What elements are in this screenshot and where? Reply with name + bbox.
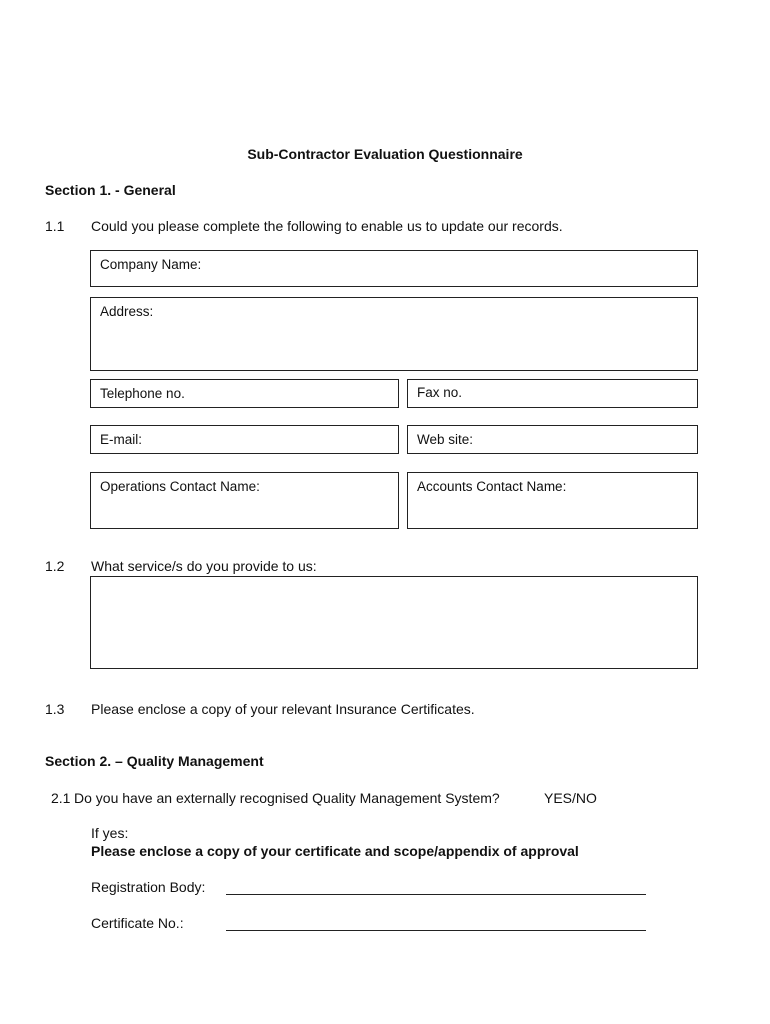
website-label: Web site: [417,432,474,447]
address-label: Address: [100,304,154,319]
if-yes-label: If yes: [91,825,129,841]
address-field[interactable] [90,297,698,371]
email-field[interactable] [90,425,399,454]
question-1-1-number: 1.1 [45,218,65,234]
company-name-field[interactable] [90,250,698,287]
email-label: E-mail: [100,432,143,447]
fax-field[interactable] [407,379,698,408]
registration-body-line[interactable] [226,894,646,895]
question-1-2-number: 1.2 [45,558,65,574]
operations-contact-label: Operations Contact Name: [100,479,260,494]
question-1-1-text: Could you please complete the following to enable us to update our records. [91,218,563,234]
accounts-contact-field[interactable] [407,472,698,529]
question-2-1-text: Do you have an externally recognised Quality Management System? [74,790,500,806]
question-1-3-text: Please enclose a copy of your relevant Insurance Certificates. [91,701,475,717]
operations-contact-field[interactable] [90,472,399,529]
accounts-contact-label: Accounts Contact Name: [417,479,567,494]
certificate-no-line[interactable] [226,930,646,931]
question-2-1-number: 2.1 [51,790,71,806]
telephone-field[interactable] [90,379,399,408]
question-1-3-number: 1.3 [45,701,65,717]
fax-label: Fax no. [417,385,463,400]
section-2-heading: Section 2. – Quality Management [45,753,264,769]
question-2-1-answer[interactable]: YES/NO [544,790,597,806]
telephone-label: Telephone no. [100,386,185,401]
document-title: Sub-Contractor Evaluation Questionnaire [247,146,523,162]
enclose-certificate-note: Please enclose a copy of your certificate and scope/appendix of approval [91,843,579,859]
website-field[interactable] [407,425,698,454]
services-field[interactable] [90,576,698,669]
certificate-no-label: Certificate No.: [91,915,184,931]
question-1-2-text: What service/s do you provide to us: [91,558,317,574]
section-1-heading: Section 1. - General [45,182,176,198]
company-name-label: Company Name: [100,257,202,272]
registration-body-label: Registration Body: [91,879,206,895]
